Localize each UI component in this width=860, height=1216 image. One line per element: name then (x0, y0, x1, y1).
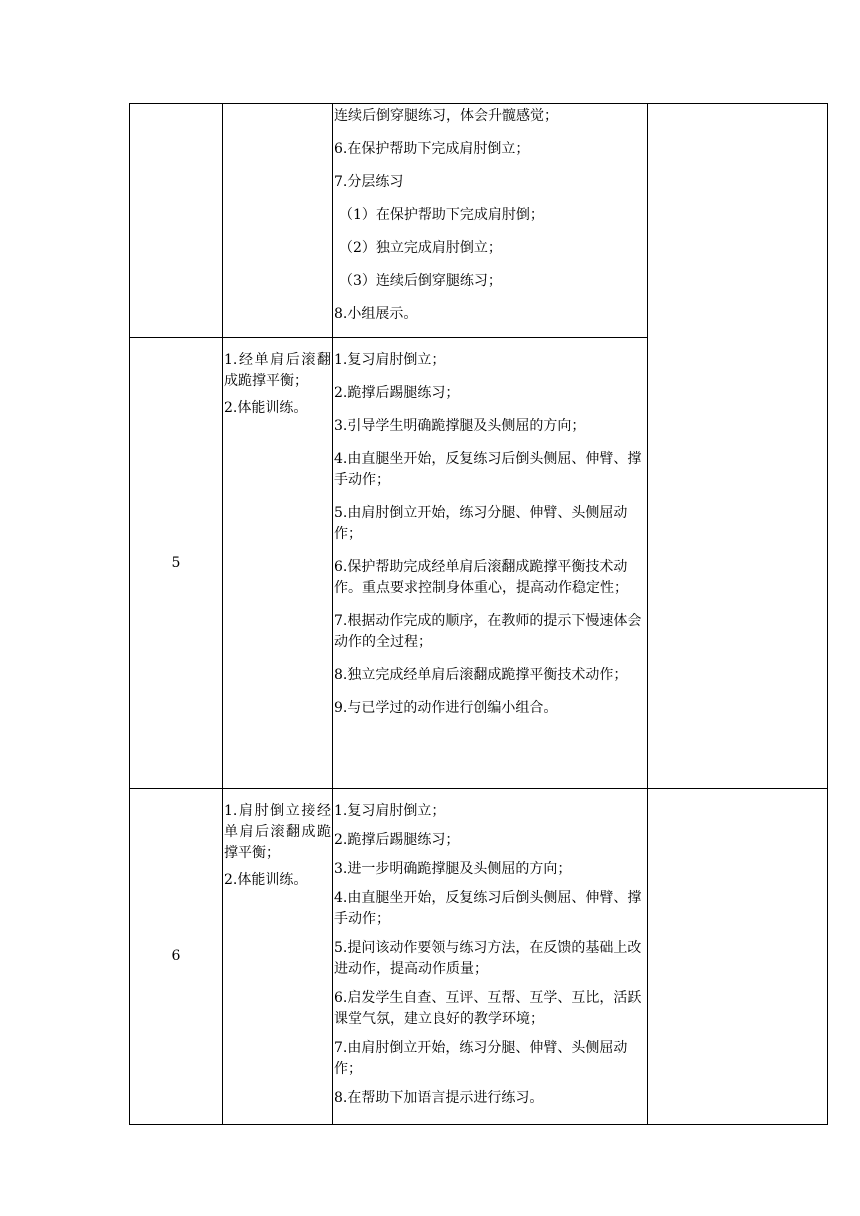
content-item: 2.体能训练。 (224, 400, 308, 416)
lesson-number-cell: 5 (130, 338, 223, 789)
content-cell (223, 789, 333, 1125)
step-item: （3）连续后倒穿腿练习； (339, 273, 502, 289)
content-item: 2.体能训练。 (224, 872, 308, 888)
step-item: 1.复习肩肘倒立； (334, 803, 446, 819)
steps-cell (333, 789, 648, 1125)
steps-cell (333, 104, 648, 338)
table-row (130, 789, 828, 1125)
step-item: 连续后倒穿腿练习，体会升髋感觉； (334, 108, 558, 124)
steps-cell (333, 338, 648, 789)
step-item: 6.保护帮助完成经单肩后滚翻成跪撑平衡技术动作。重点要求控制身体重心，提高动作稳定性； (334, 559, 628, 596)
step-item: 6.启发学生自查、互评、互帮、互学、互比，活跃课堂气氛，建立良好的教学环境； (334, 990, 642, 1027)
content-item: 1.肩肘倒立接经单肩后滚翻成跪撑平衡； (224, 803, 331, 861)
step-item: 1.复习肩肘倒立； (334, 352, 446, 368)
table-row (130, 104, 828, 338)
content-cell (223, 338, 333, 789)
step-item: 2.跪撑后踢腿练习； (334, 385, 460, 401)
step-item: 5.由肩肘倒立开始，练习分腿、伸臂、头侧屈动作； (334, 505, 628, 542)
step-item: 4.由直腿坐开始，反复练习后倒头侧屈、伸臂、撑手动作； (334, 451, 642, 488)
step-item: 4.由直腿坐开始，反复练习后倒头侧屈、伸臂、撑手动作； (334, 890, 642, 927)
step-item: 8.在帮助下加语言提示进行练习。 (334, 1090, 544, 1106)
content-cell (223, 104, 333, 338)
step-item: （2）独立完成肩肘倒立； (339, 240, 502, 256)
step-item: 3.引导学生明确跪撑腿及头侧屈的方向； (334, 418, 586, 434)
step-item: 8.小组展示。 (334, 306, 418, 322)
step-item: 3.进一步明确跪撑腿及头侧屈的方向； (334, 861, 572, 877)
step-item: 2.跪撑后踢腿练习； (334, 832, 460, 848)
step-item: 7.根据动作完成的顺序，在教师的提示下慢速体会动作的全过程； (334, 613, 642, 650)
lesson-number-cell (130, 104, 223, 338)
content-item: 1.经单肩后滚翻成跪撑平衡； (224, 352, 331, 389)
notes-cell (648, 104, 828, 789)
step-item: 6.在保护帮助下完成肩肘倒立； (334, 141, 530, 157)
step-item: （1）在保护帮助下完成肩肘倒； (339, 207, 544, 223)
step-item: 7.分层练习 (334, 174, 404, 190)
step-item: 5.提问该动作要领与练习方法，在反馈的基础上改进动作，提高动作质量； (334, 940, 642, 977)
step-item: 9.与已学过的动作进行创编小组合。 (334, 700, 558, 716)
step-item: 7.由肩肘倒立开始，练习分腿、伸臂、头侧屈动作； (334, 1040, 628, 1077)
lesson-number-cell: 6 (130, 789, 223, 1125)
lesson-plan-table (129, 103, 828, 1125)
notes-cell (648, 789, 828, 1125)
step-item: 8.独立完成经单肩后滚翻成跪撑平衡技术动作； (334, 667, 628, 683)
